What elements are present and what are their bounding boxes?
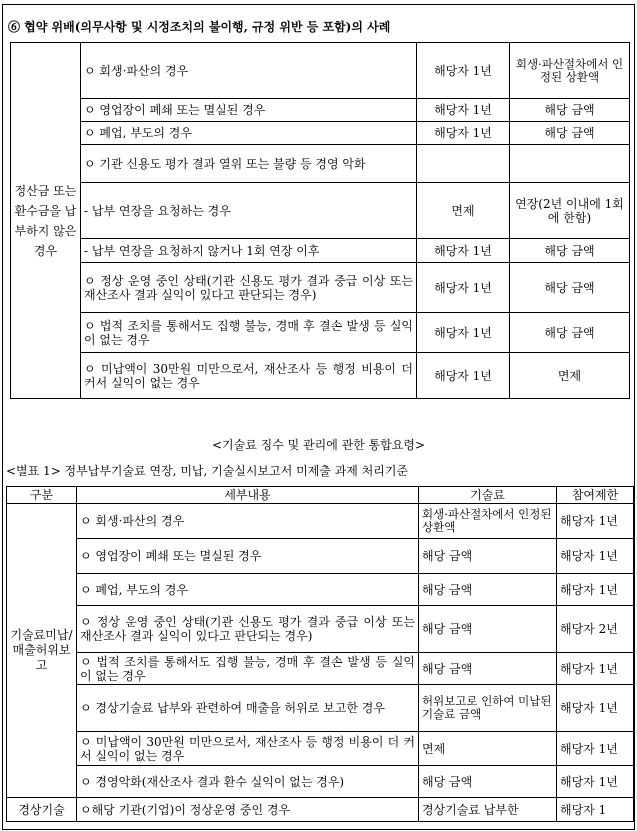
- processing-criteria-table: [6, 486, 634, 822]
- fee-amount: 허위보고로 인하여 미납된 기술료 금액: [419, 685, 557, 732]
- header-restriction: 참여제한: [557, 487, 634, 504]
- restriction-period: 해당자 1년: [557, 766, 634, 798]
- header-detail: 세부내용: [77, 487, 419, 504]
- case-description: ㅇ 회생·파산의 경우: [77, 504, 419, 539]
- case-description: ㅇ 미납액이 30만원 미만으로서, 재산조사 등 행정 비용이 더 커서 실익이 없는 경우: [77, 732, 419, 766]
- restriction-period: 해당자 1년: [417, 122, 510, 145]
- table-row: [11, 99, 630, 122]
- row-category-label: 정산금 또는 환수금을 납부하지 않은 경우: [11, 43, 81, 399]
- case-description: ㅇ 법적 조치를 통해서도 집행 불능, 경매 후 결손 발생 등 실익이 없는 경우: [77, 653, 419, 685]
- case-description: ㅇ 영업장이 폐쇄 또는 멸실된 경우: [77, 539, 419, 574]
- recovery-amount: 해당 금액: [510, 239, 630, 263]
- table-row: [11, 353, 630, 399]
- header-fee: 기술료: [419, 487, 557, 504]
- table-row: [11, 239, 630, 263]
- restriction-period: 해당자 1년: [417, 263, 510, 313]
- case-description: ㅇ 폐업, 부도의 경우: [77, 574, 419, 606]
- table-row: [7, 504, 634, 539]
- restriction-period: 해당자 2년: [557, 606, 634, 653]
- recovery-amount: 면제: [510, 353, 630, 399]
- table-row: [11, 313, 630, 353]
- table-row: [7, 685, 634, 732]
- restriction-period: 해당자 1년: [557, 539, 634, 574]
- fee-amount: 경상기술료 납부한: [419, 798, 557, 822]
- section-heading: ⑥ 협약 위배(의무사항 및 시정조치의 불이행, 규정 위반 등 포함)의 사례: [8, 20, 391, 34]
- restriction-period: [417, 145, 510, 183]
- fee-amount: 해당 금액: [419, 606, 557, 653]
- restriction-period: 해당자 1: [557, 798, 634, 822]
- table-row: [11, 122, 630, 145]
- case-description: ㅇ 폐업, 부도의 경우: [81, 122, 417, 145]
- case-description: ㅇ 미납액이 30만원 미만으로서, 재산조사 등 행정 비용이 더 커서 실익이 없는 경우: [81, 353, 417, 399]
- table-row: [11, 263, 630, 313]
- recovery-amount: 해당 금액: [510, 263, 630, 313]
- annex-title: <별표 1> 정부납부기술료 연장, 미납, 기술실시보고서 미제출 과제 처리기준: [6, 464, 409, 478]
- case-description: ㅇ 경영악화(재산조사 결과 환수 실익이 없는 경우): [77, 766, 419, 798]
- restriction-period: 해당자 1년: [557, 685, 634, 732]
- table-row: [7, 798, 634, 822]
- restriction-period: 해당자 1년: [557, 504, 634, 539]
- recovery-amount: 해당 금액: [510, 313, 630, 353]
- table-header-row: [7, 487, 634, 504]
- header-category: 구분: [7, 487, 77, 504]
- row-category-label: 경상기술: [7, 798, 77, 822]
- table-row: [7, 732, 634, 766]
- restriction-period: 해당자 1년: [417, 239, 510, 263]
- case-description: ㅇ 영업장이 폐쇄 또는 멸실된 경우: [81, 99, 417, 122]
- case-description: ㅇ 법적 조치를 통해서도 집행 불능, 경매 후 결손 발생 등 실익이 없는 경우: [81, 313, 417, 353]
- table-row: [11, 43, 630, 99]
- case-description: ㅇ 회생·파산의 경우: [81, 43, 417, 99]
- restriction-period: 해당자 1년: [417, 313, 510, 353]
- fee-amount: 면제: [419, 732, 557, 766]
- case-description: - 납부 연장을 요청하는 경우: [81, 183, 417, 239]
- restriction-period: 해당자 1년: [557, 732, 634, 766]
- recovery-amount: [510, 145, 630, 183]
- fee-amount: 해당 금액: [419, 653, 557, 685]
- fee-amount: 해당 금액: [419, 766, 557, 798]
- table-row: [7, 766, 634, 798]
- recovery-amount: 해당 금액: [510, 99, 630, 122]
- table-row: [7, 606, 634, 653]
- table-row: [7, 574, 634, 606]
- recovery-amount: 회생·파산절차에서 인정된 상환액: [510, 43, 630, 99]
- restriction-period: 면제: [417, 183, 510, 239]
- table-row: [7, 653, 634, 685]
- restriction-period: 해당자 1년: [417, 353, 510, 399]
- table-row: [7, 539, 634, 574]
- fee-amount: 회생·파산절차에서 인정된 상환액: [419, 504, 557, 539]
- case-description: ㅇ 정상 운영 중인 상태(기관 신용도 평가 결과 중급 이상 또는 재산조사 결과 실익이 있다고 판단되는 경우): [77, 606, 419, 653]
- recovery-amount: 연장(2년 이내에 1회에 한함): [510, 183, 630, 239]
- case-description: ㅇ 정상 운영 중인 상태(기관 신용도 평가 결과 중급 이상 또는 재산조사 결과 실익이 있다고 판단되는 경우): [81, 263, 417, 313]
- sanction-table: [10, 42, 630, 399]
- case-description: - 납부 연장을 요청하지 않거나 1회 연장 이후: [81, 239, 417, 263]
- case-description: ㅇ 기관 신용도 평가 결과 열위 또는 불량 등 경영 악화: [81, 145, 417, 183]
- restriction-period: 해당자 1년: [417, 99, 510, 122]
- case-description: ㅇ 경상기술료 납부와 관련하여 매출을 허위로 보고한 경우: [77, 685, 419, 732]
- regulation-caption: <기술료 징수 및 관리에 관한 통합요령>: [211, 438, 426, 452]
- fee-amount: 해당 금액: [419, 539, 557, 574]
- table-row: [11, 183, 630, 239]
- restriction-period: 해당자 1년: [417, 43, 510, 99]
- group-label: 기술료미납/매출허위보고: [7, 504, 77, 798]
- restriction-period: 해당자 1년: [557, 574, 634, 606]
- restriction-period: 해당자 1년: [557, 653, 634, 685]
- recovery-amount: 해당 금액: [510, 122, 630, 145]
- case-description: ㅇ해당 기관(기업)이 정상운영 중인 경우: [77, 798, 419, 822]
- table-row: [11, 145, 630, 183]
- fee-amount: 해당 금액: [419, 574, 557, 606]
